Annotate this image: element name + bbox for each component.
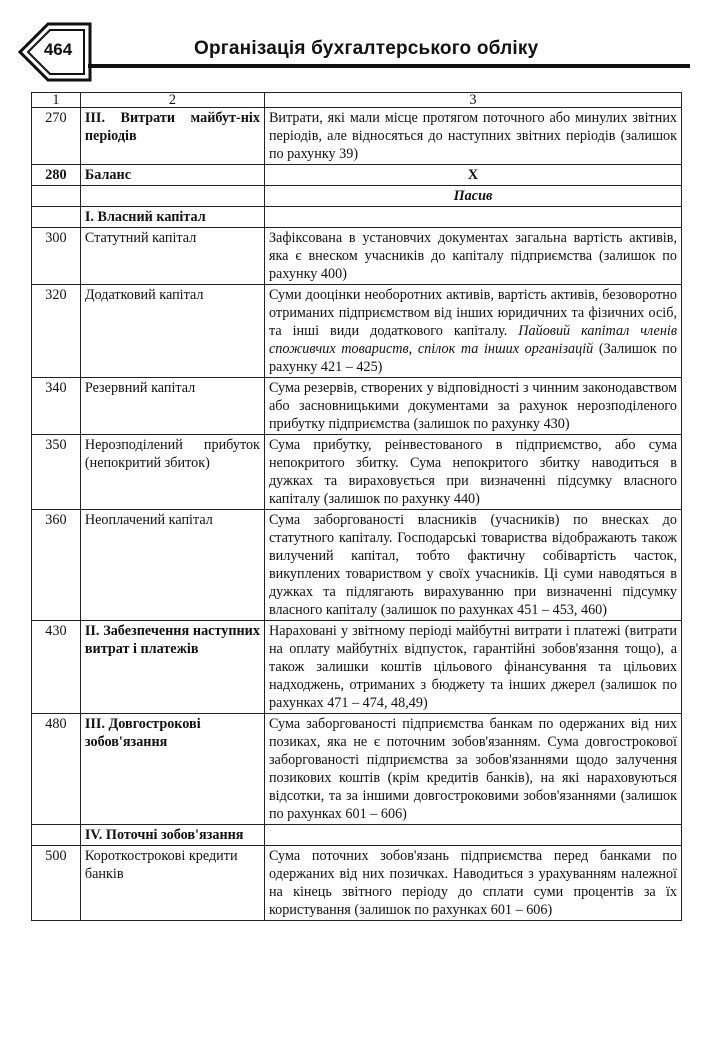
row-code [32,186,81,207]
table-row [32,435,682,510]
row-name: Неоплачений капітал [80,510,264,621]
running-title: Організація бухгалтерського обліку [194,38,539,59]
row-code: 480 [32,714,81,825]
row-code: 350 [32,435,81,510]
header-rule [88,64,690,68]
table-row-section [32,186,682,207]
row-code: 280 [32,165,81,186]
row-name: Нерозподілений прибуток (непокритий збиток) [80,435,264,510]
page-number: 464 [43,40,73,59]
row-name: ІІІ. Довгострокові зобов'язання [80,714,264,825]
row-code: 500 [32,846,81,921]
table-row [32,378,682,435]
description-text: (Залишок по рахунку 421 – 425) [268,341,677,375]
row-name: Баланс [80,165,264,186]
row-name: Статутний капітал [80,228,264,285]
balance-table [31,92,682,921]
row-name [80,186,264,207]
table-row [32,228,682,285]
row-description: Сума заборгованості підприємства банкам по одержаних від них позиках, яка не є поточним зобов'язанням. Сума довгострокової заборгованості підприємства за зобов'язаннями щодо залучення позикових коштів (крім кредитів банків), на які нараховуються відсотки, та за іншими довгостроковими зобов'язаннями (залишок по рахунках 601 – 606) [264,714,681,825]
row-description: Нараховані у звітному періоді майбутні витрати і платежі (витрати на оплату майбутніх відпусток, гарантійні зобов'язання тощо), а також залишки коштів цільового фінансування та цільових надходжень, отриманих з бюджету та інших джерел (залишок по рахунках 471 – 474, 48,49) [264,621,681,714]
table-row [32,621,682,714]
row-code [32,825,81,846]
row-description [264,285,681,378]
row-description: Сума поточних зобов'язань підприємства перед банками по одержаних від них позичках. Наводиться з урахуванням належної на кінець звітного періоду до сплати суми процентів за їх користування (залишок по рахунках 601 – 606) [264,846,681,921]
row-description: Зафіксована в установчих документах загальна вартість активів, яка є внеском учасників до капіталу підприємства (залишок по рахунку 400) [264,228,681,285]
row-code [32,207,81,228]
column-number-1: 1 [32,93,81,108]
row-description: Х [264,165,681,186]
table-row-section [32,825,682,846]
table-row [32,510,682,621]
row-name: Резервний капітал [80,378,264,435]
section-title: IV. Поточні зобов'язання [80,825,264,846]
table-row-section [32,207,682,228]
row-description [264,825,681,846]
row-name: Додатковий капітал [80,285,264,378]
table-row [32,846,682,921]
column-number-2: 2 [80,93,264,108]
table-row [32,165,682,186]
row-description [264,207,681,228]
row-description: Сума прибутку, реінвестованого в підприємство, або сума непокритого збитку. Сума непокритого збитку наводиться в дужках та вираховується при визначенні підсумку власного капіталу (залишок по рахунку 440) [264,435,681,510]
table-row [32,714,682,825]
row-description: Витрати, які мали місце протягом поточного або минулих звітних періодів, але відносяться до наступних звітних періодів (залишок по рахунку 39) [264,108,681,165]
row-code: 430 [32,621,81,714]
row-code: 360 [32,510,81,621]
row-description: Сума резервів, створених у відповідності з чинним законодавством або засновницькими документами за рахунок нерозподіленого прибутку підприємства (залишок по рахунку 430) [264,378,681,435]
section-title-pasyv: Пасив [264,186,681,207]
table-row [32,285,682,378]
section-title: І. Власний капітал [80,207,264,228]
row-name: ІІІ. Витрати майбут-ніх періодів [80,108,264,165]
row-name: Короткострокові кредити банків [80,846,264,921]
row-code: 270 [32,108,81,165]
row-description: Сума заборгованості власників (учасників) по внесках до статутного капіталу. Господарські товариства відображають також вилучений капітал, тобто фактичну собівартість часток, викуплених товариством у своїх учасників. Ці суми наводяться в дужках та підлягають вирахуванню при визначенні підсумку власного капіталу (залишок по рахунках 451 – 453, 460) [264,510,681,621]
description-italic-text: Пайовий капітал членів споживчих товариств, спілок та інших організацій [268,323,677,357]
description-text: Суми дооцінки необоротних активів, вартість активів, безоворотно отриманих підприємством від інших юридичних та фізичних осіб, та інші види додаткового капіталу. [268,287,677,339]
column-number-3: 3 [264,93,681,108]
page-header [14,20,690,90]
row-code: 300 [32,228,81,285]
row-code: 340 [32,378,81,435]
row-code: 320 [32,285,81,378]
row-name: ІІ. Забезпечення наступних витрат і платежів [80,621,264,714]
table-row [32,108,682,165]
table-header-row [32,93,682,108]
